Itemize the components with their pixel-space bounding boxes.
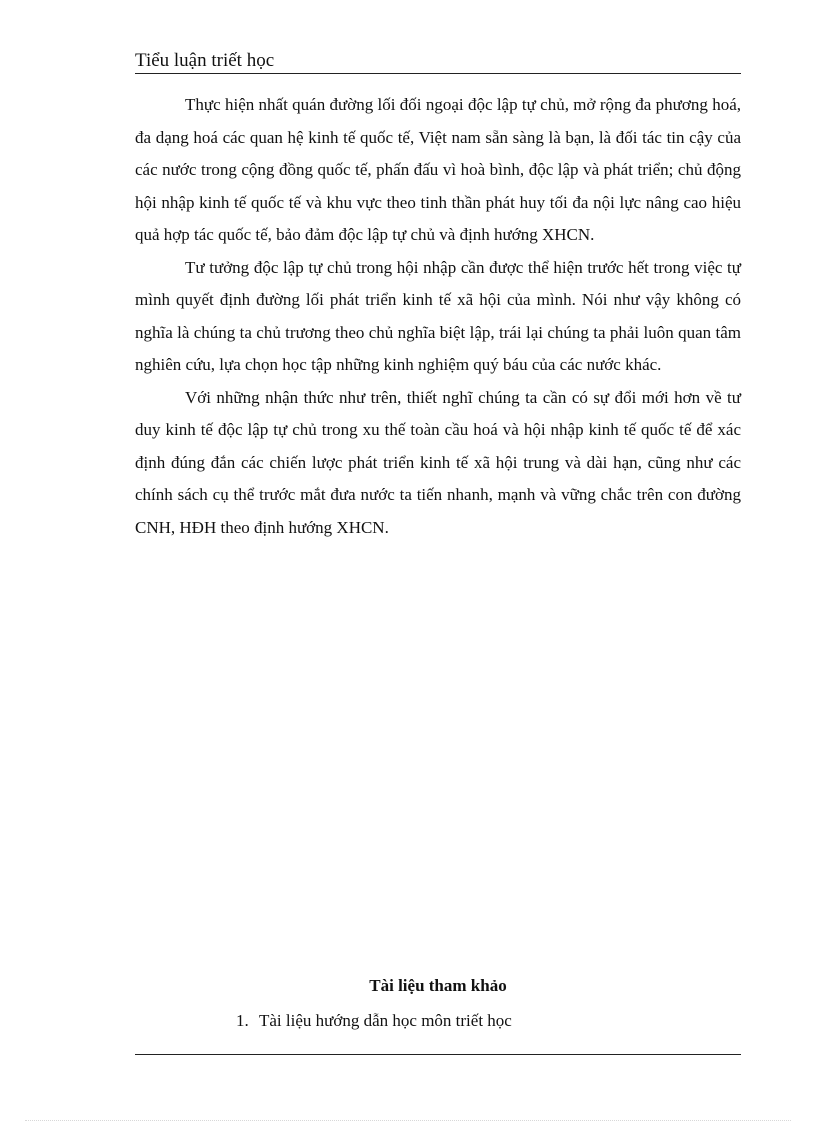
paragraph-3: Với những nhận thức như trên, thiết nghĩ chúng ta cần có sự đổi mới hơn về tư duy kinh tế độc lập tự chủ trong xu thế toàn cầu hoá và hội nhập kinh tế quốc tế để xác định đúng đắn các chiến lược phát triển kinh tế xã hội trung và dài hạn, cũng như các chính sách cụ thể trước mắt đưa nước ta tiến nhanh, mạnh và vững chắc trên con đường CNH, HĐH theo định hướng XHCN. (135, 387, 741, 537)
document-body (135, 89, 741, 544)
header-divider (135, 73, 741, 74)
reference-item (236, 1008, 512, 1034)
paragraph-2: Tư tưởng độc lập tự chủ trong hội nhập cần được thể hiện trước hết trong việc tự mình quyết định đường lối phát triển kinh tế xã hội của mình. Nói như vậy không có nghĩa là chúng ta chủ trương theo chủ nghĩa biệt lập, trái lại chúng ta phải luôn quan tâm nghiên cứu, lựa chọn học tập những kinh nghiệm quý báu của các nước khác. (135, 257, 741, 374)
reference-number: 1. (236, 1011, 249, 1030)
paragraph-1: Thực hiện nhất quán đường lối đối ngoại độc lập tự chủ, mở rộng đa phương hoá, đa dạng hoá các quan hệ kinh tế quốc tế, Việt nam sẵn sàng là bạn, là đối tác tin cậy của các nước trong cộng đồng quốc tế, phấn đấu vì hoà bình, độc lập và phát triển; chủ động hội nhập kinh tế quốc tế và khu vực theo tinh thần phát huy tối đa nội lực nâng cao hiệu quả hợp tác quốc tế, bảo đảm độc lập tự chủ và định hướng XHCN. (135, 95, 741, 244)
footer-divider (135, 1054, 741, 1055)
references-title: Tài liệu tham khảo (369, 976, 507, 995)
page-header-title: Tiểu luận triết học (135, 50, 275, 71)
reference-text: Tài liệu hướng dẫn học môn triết học (259, 1011, 512, 1030)
page-edge-divider (25, 1120, 791, 1121)
